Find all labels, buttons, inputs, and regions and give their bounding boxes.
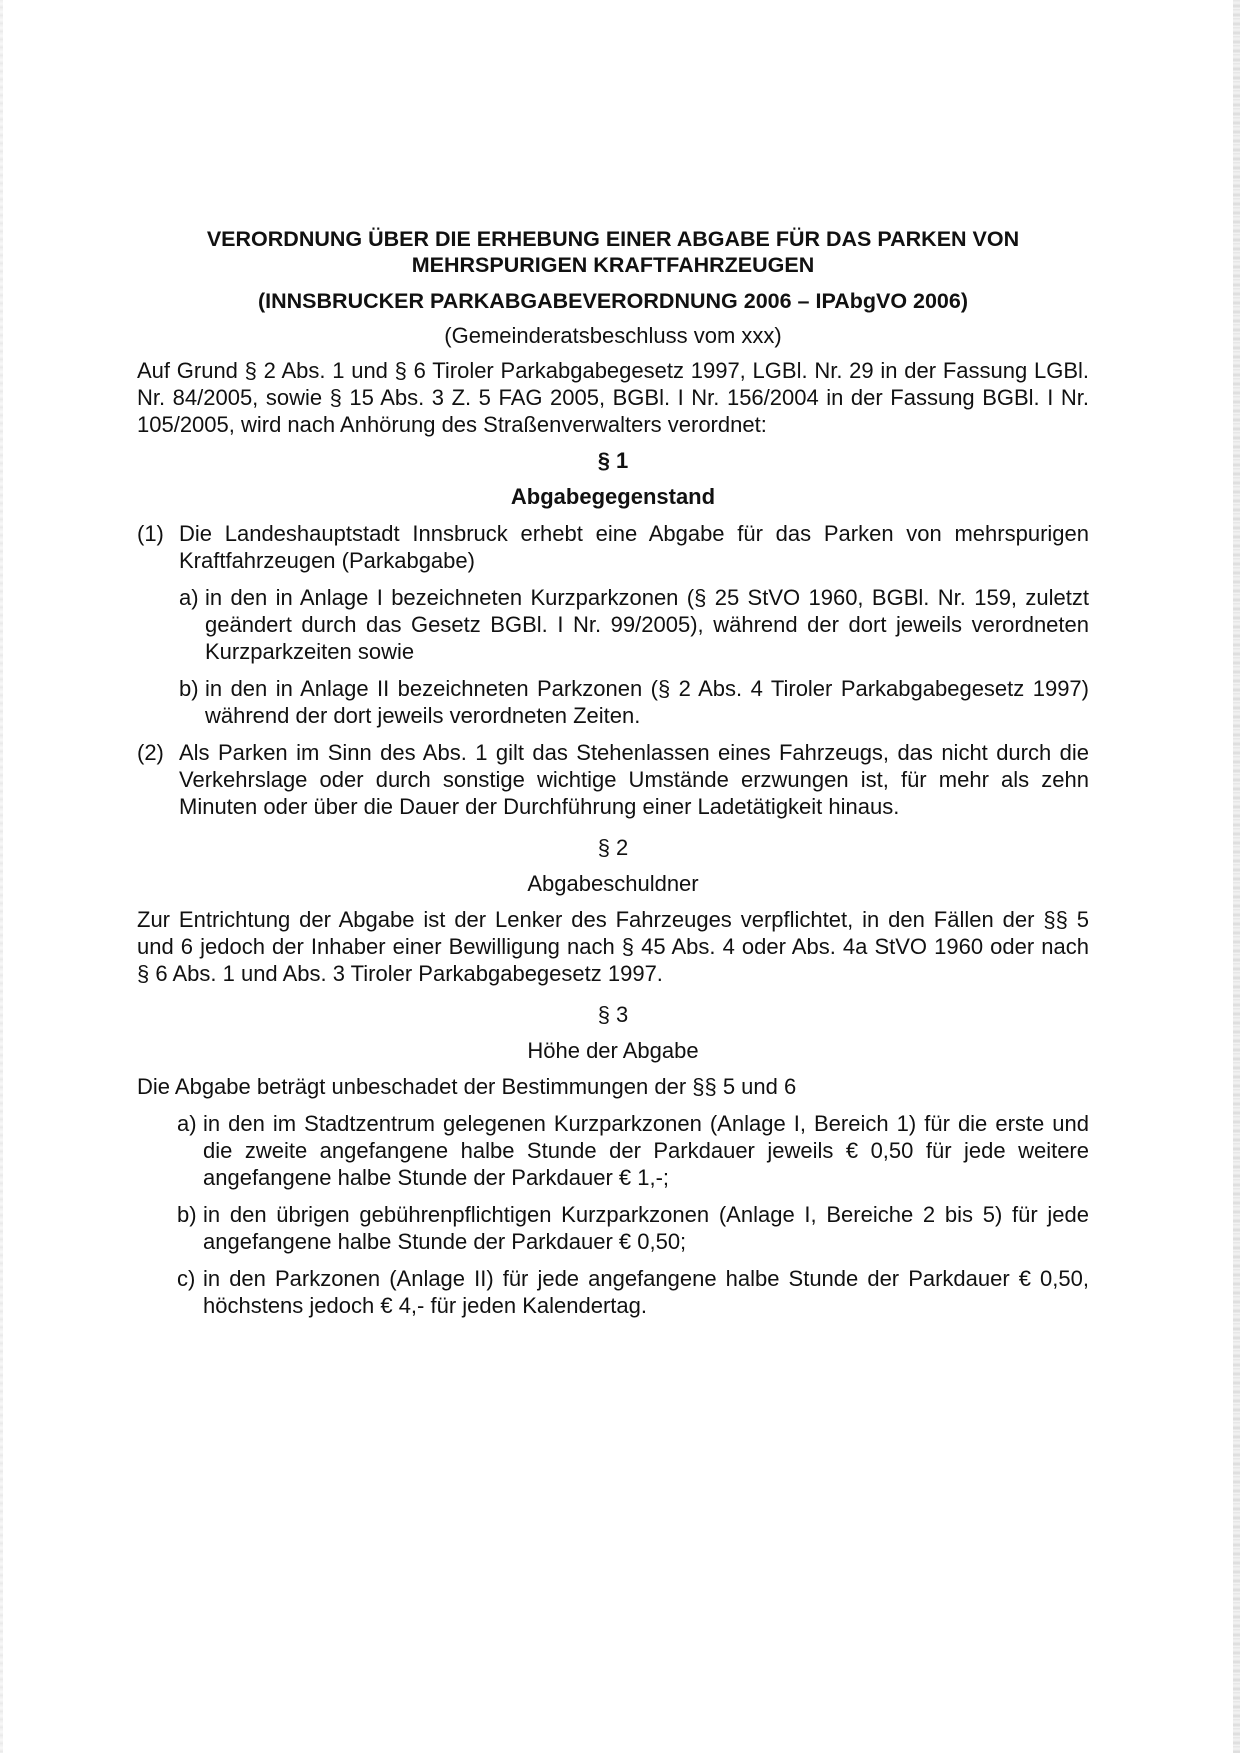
paragraph-label: (2) — [137, 740, 164, 765]
council-note: (Gemeinderatsbeschluss vom xxx) — [444, 323, 782, 348]
document-page — [137, 226, 1089, 1319]
section-2-number: § 2 — [597, 835, 629, 860]
section-3-number: § 3 — [597, 1002, 629, 1027]
item-label: b) — [179, 676, 199, 701]
scan-edge-left — [0, 0, 3, 1753]
title-line-2: MEHRSPURIGEN KRAFTFAHRZEUGEN — [411, 253, 815, 277]
section-3-item-a — [177, 1110, 1089, 1191]
section-1-number: § 1 — [597, 448, 629, 473]
section-3-title: Höhe der Abgabe — [527, 1038, 699, 1063]
paragraph-text: Die Landeshauptstadt Innsbruck erhebt eine Abgabe für das Parken von mehrspurigen Kraftfahrzeugen (Parkabgabe) — [179, 521, 1089, 573]
item-text: in den Parkzonen (Anlage II) für jede angefangene halbe Stunde der Parkdauer € 0,50, höchstens jedoch € 4,- für jeden Kalendertag. — [203, 1266, 1089, 1318]
section-1-item-b — [179, 675, 1089, 729]
item-label: b) — [177, 1202, 197, 1227]
scan-edge-right — [1233, 0, 1240, 1753]
section-1-title: Abgabegegenstand — [510, 484, 716, 509]
section-3-items — [137, 1110, 1089, 1319]
item-text: in den in Anlage I bezeichneten Kurzparkzonen (§ 25 StVO 1960, BGBl. Nr. 159, zuletzt geändert durch das Gesetz BGBl. I Nr. 99/2005), während der dort jeweils verordneten Kurzparkzeiten sowie — [205, 585, 1089, 664]
section-3-item-b — [177, 1201, 1089, 1255]
item-label: c) — [177, 1266, 196, 1291]
paragraph-text: Als Parken im Sinn des Abs. 1 gilt das Stehenlassen eines Fahrzeugs, das nicht durch die Verkehrslage oder durch sonstige wichtige Umstände erzwungen ist, für mehr als zehn Minuten oder über die Dauer der Durchführung einer Ladetätigkeit hinaus. — [179, 740, 1089, 819]
title-line-1: VERORDNUNG ÜBER DIE ERHEBUNG EINER ABGABE FÜR DAS PARKEN VON — [206, 227, 1020, 251]
section-1-paragraph-2 — [137, 739, 1089, 820]
section-3-intro: Die Abgabe beträgt unbeschadet der Bestimmungen der §§ 5 und 6 — [137, 1074, 797, 1099]
section-2-title: Abgabeschuldner — [527, 871, 699, 896]
item-text: in den in Anlage II bezeichneten Parkzonen (§ 2 Abs. 4 Tiroler Parkabgabegesetz 1997) während der dort jeweils verordneten Zeiten. — [205, 676, 1089, 728]
item-label: a) — [179, 585, 199, 610]
section-2-text: Zur Entrichtung der Abgabe ist der Lenker des Fahrzeuges verpflichtet, in den Fällen der §§ 5 und 6 jedoch der Inhaber einer Bewilligung nach § 45 Abs. 4 oder Abs. 4a StVO 1960 oder nach § 6 Abs. 1 und Abs. 3 Tiroler Parkabgabegesetz 1997. — [137, 907, 1089, 986]
preamble: Auf Grund § 2 Abs. 1 und § 6 Tiroler Parkabgabegesetz 1997, LGBl. Nr. 29 in der Fassung LGBl. Nr. 84/2005, sowie § 15 Abs. 3 Z. 5 FAG 2005, BGBl. I Nr. 156/2004 in der Fassung BGBl. I Nr. 105/2005, wird nach Anhörung des Straßenverwalters verordnet: — [137, 358, 1089, 437]
section-3-item-c — [177, 1265, 1089, 1319]
item-label: a) — [177, 1111, 197, 1136]
subtitle: (INNSBRUCKER PARKABGABEVERORDNUNG 2006 – IPAbgVO 2006) — [257, 289, 969, 313]
item-text: in den im Stadtzentrum gelegenen Kurzparkzonen (Anlage I, Bereich 1) für die erste und die zweite angefangene halbe Stunde der Parkdauer jeweils € 0,50 für jede weitere angefangene halbe Stunde der Parkdauer € 1,-; — [203, 1111, 1089, 1190]
item-text: in den übrigen gebührenpflichtigen Kurzparkzonen (Anlage I, Bereiche 2 bis 5) für jede angefangene halbe Stunde der Parkdauer € 0,50; — [203, 1202, 1089, 1254]
section-1-paragraph-1 — [137, 520, 1089, 574]
paragraph-label: (1) — [137, 521, 164, 546]
section-1-item-a — [179, 584, 1089, 665]
